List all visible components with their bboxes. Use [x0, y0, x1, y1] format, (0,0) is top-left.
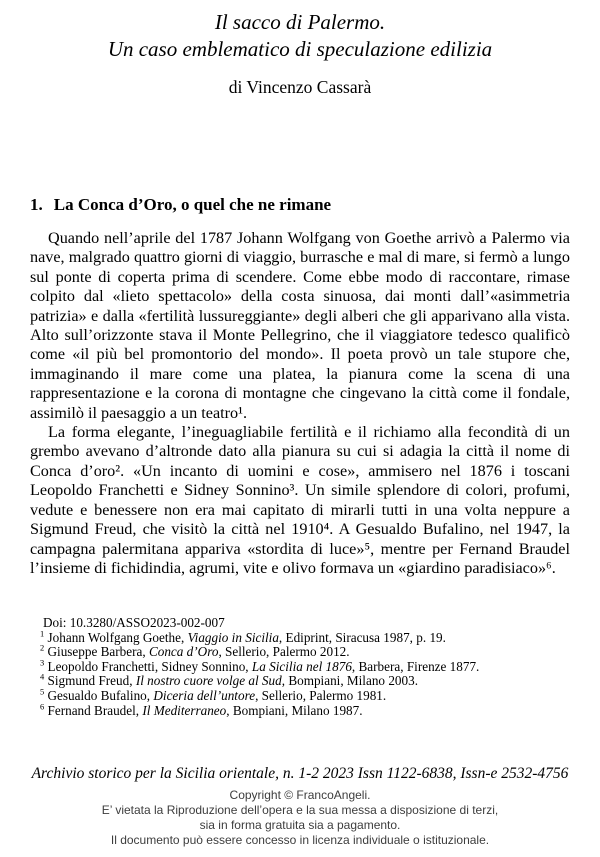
copyright-line-2: E’ vietata la Riproduzione dell’opera e la sua messa a disposizione di terzi,: [101, 802, 499, 817]
doi-line: Doi: 10.3280/ASSO2023-002-007: [43, 615, 225, 630]
footnote-text: , Sellerio, Palermo 1981.: [255, 687, 387, 703]
footnote-text: Giuseppe Barbera,: [47, 644, 149, 660]
footnote-work-title: Viaggio in Sicilia: [187, 629, 279, 645]
footnote-text: Leopoldo Franchetti, Sidney Sonnino,: [47, 658, 252, 674]
copyright-line-4: Il documento può essere concesso in licenza individuale o istituzionale.: [110, 832, 490, 847]
section-heading: [30, 194, 570, 215]
footnote-marker: 6: [40, 701, 45, 712]
article-title-line2: Un caso emblematico di speculazione edilizia: [107, 36, 493, 61]
footnote-marker: 5: [40, 686, 45, 697]
body-paragraph-1: Quando nell’aprile del 1787 Johann Wolfgang von Goethe arrivò a Palermo via nave, malgrado quattro giorni di viaggio, burrasche e mal di mare, si fermò a lungo sul ponte di coperta prima di scendere. Come ebbe modo di raccontare, rimase colpito dal «lieto spettacolo» della costa sinuosa, dai monti dall’«asimmetria patrizia» e dalla «fertilità lussureggiante» degli alberi che gli apparivano alla vista. Alto sull’orizzonte stava il Monte Pellegrino, che il viaggiatore tedesco qualificò come «il più bel promontorio del mondo». Il poeta provò un tale stupore che, immaginando il mare come una platea, la pianura come la scena di una rappresentazione e la corona di montagne che cingevano la città come il fondale, assimilò il paesaggio a un teatro¹.: [30, 229, 570, 422]
footnote: [30, 642, 570, 660]
footnote: [30, 686, 570, 704]
footnote-text: Gesualdo Bufalino,: [47, 687, 154, 703]
footnote-work-title: La Sicilia nel 1876: [251, 658, 352, 674]
article-title: [0, 9, 600, 62]
footnote: [30, 628, 570, 646]
footnote-text: Sigmund Freud,: [47, 673, 136, 689]
article-title-line1: Il sacco di Palermo.: [214, 10, 386, 34]
footnote-text: , Sellerio, Palermo 2012.: [218, 644, 350, 660]
body-paragraph-2: La forma elegante, l’ineguagliabile fertilità e il richiamo alla fecondità di un grembo avevano d’altronde dato alla pianura su cui si adagia la città il nome di Conca d’oro². «Un incanto di uomini e cose», ammisero nel 1876 i toscani Leopoldo Franchetti e Sidney Sonnino³. Un simile splendore di colori, profumi, vedute e benessere non era mai capitato di mirarli tutti in una volta neppure a Sigmund Freud, che visitò la città nel 1910⁴. A Gesualdo Bufalino, nel 1947, la campagna palermitana appariva «stordita di luce»⁵, mentre per Fernand Braudel l’insieme di fichidindia, agrumi, vite e olivo formava un «giardino paradisiaco»⁶.: [30, 423, 570, 577]
copyright-block: [0, 788, 600, 848]
footnote-text: , Bompiani, Milano 2003.: [281, 673, 418, 689]
footnote-text: , Ediprint, Siracusa 1987, p. 19.: [278, 629, 446, 645]
section-number: 1.: [30, 195, 43, 214]
footnote: [30, 671, 570, 689]
footnote-marker: 1: [40, 628, 45, 639]
footnote-work-title: Conca d’Oro: [148, 644, 219, 660]
footnote-block: [30, 616, 570, 718]
section-heading-text: La Conca d’Oro, o quel che ne rimane: [53, 195, 332, 214]
footnote-work-title: Diceria dell’untore: [153, 687, 256, 703]
footnote-list: [30, 628, 570, 719]
footnote-work-title: Il Mediterraneo: [142, 702, 227, 718]
footnote-marker: 3: [40, 657, 45, 668]
copyright-line-1: Copyright © FrancoAngeli.: [229, 788, 371, 802]
footnote-text: Fernand Braudel,: [47, 702, 143, 718]
footnote: [30, 701, 570, 719]
article-body: [30, 229, 570, 578]
footnote-work-title: Il nostro cuore volge al Sud: [135, 673, 282, 689]
footnote-text: , Barbera, Firenze 1877.: [351, 658, 480, 674]
footnote-text: , Bompiani, Milano 1987.: [226, 702, 363, 718]
copyright-line-3: sia in forma gratuita sia a pagamento.: [199, 817, 401, 832]
footnote-marker: 2: [40, 642, 45, 653]
footnote-text: Johann Wolfgang Goethe,: [47, 629, 188, 645]
author-byline: di Vincenzo Cassarà: [228, 77, 372, 97]
journal-footer-line: Archivio storico per la Sicilia orientale, n. 1-2 2023 Issn 1122-6838, Issn-e 2532-4756: [31, 765, 569, 782]
footnote-marker: 4: [40, 671, 45, 682]
